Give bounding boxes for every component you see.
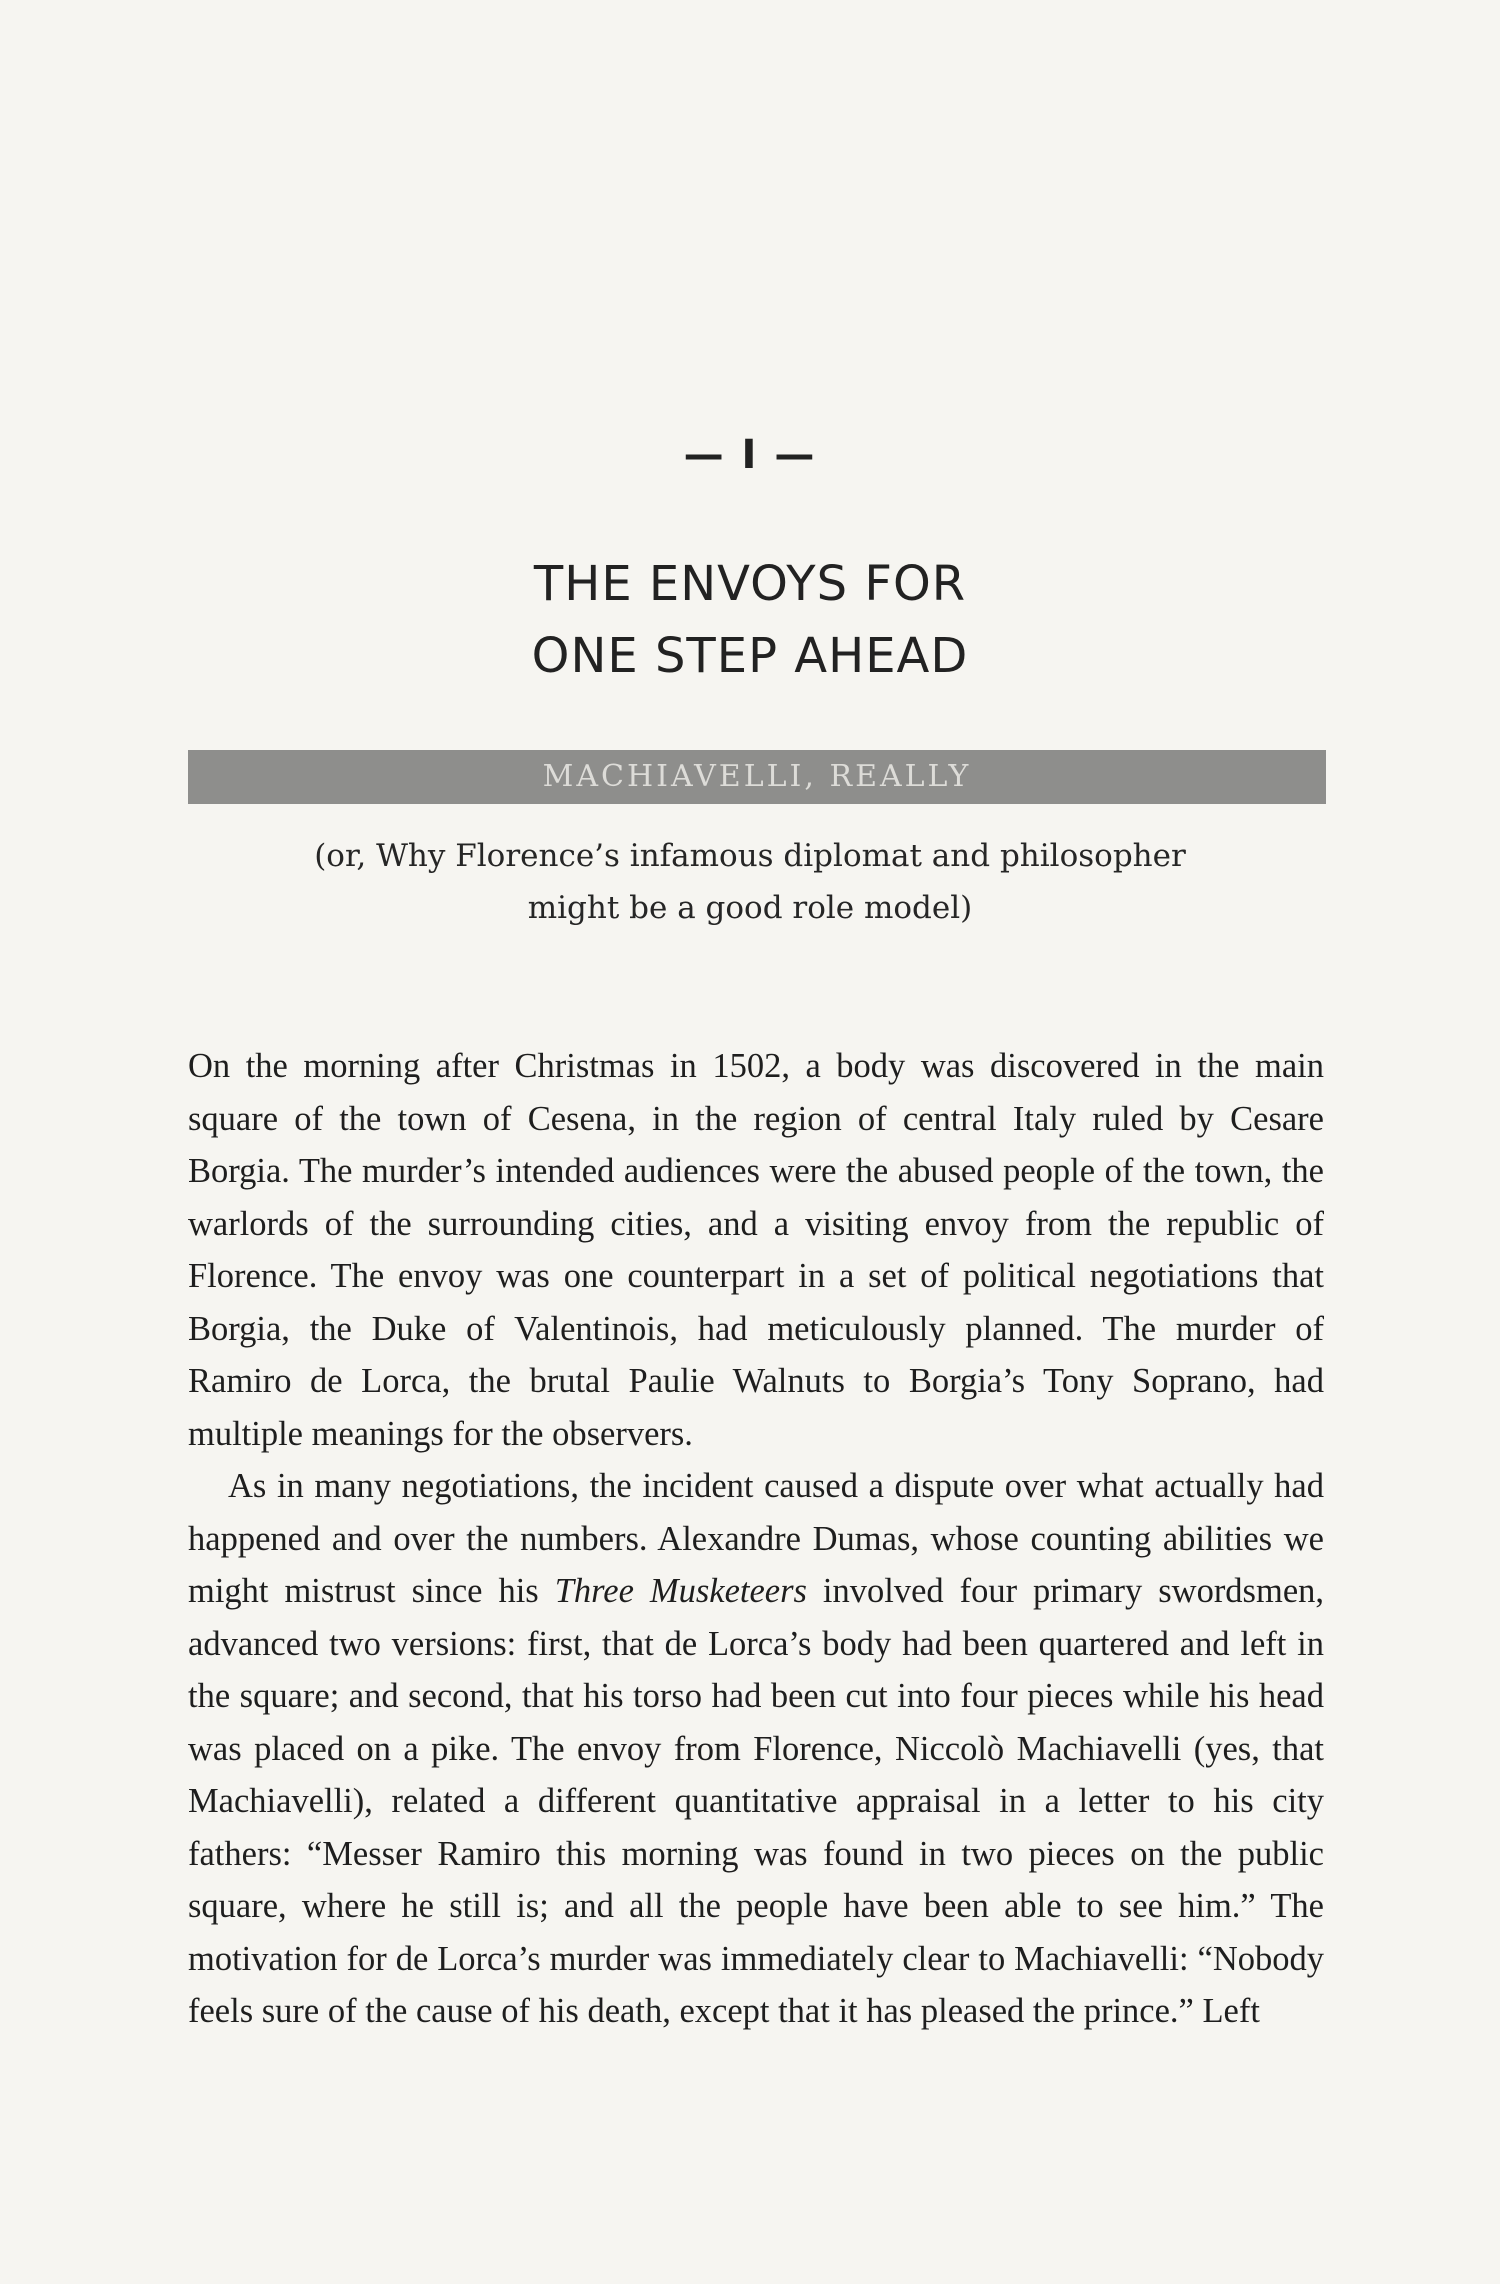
section-heading: MACHIAVELLI, REALLY (542, 759, 972, 794)
body-text (188, 1040, 1324, 2038)
book-title-italic: Three Musketeers (554, 1572, 807, 1610)
section-subtitle (0, 830, 1500, 934)
paragraph-2 (188, 1460, 1324, 2038)
chapter-number: — I — (683, 432, 817, 478)
chapter-title-line-1: THE ENVOYS FOR (533, 556, 967, 612)
chapter-title-line-2: ONE STEP AHEAD (531, 628, 969, 684)
section-heading-bar (188, 750, 1326, 804)
paragraph-1: On the morning after Christmas in 1502, a body was discovered in the main square of the town of Cesena, in the region of central Italy ruled by Cesare Borgia. The murder’s intended audiences were the abused people of the town, the warlords of the surrounding cities, and a visiting envoy from the republic of Florence. The envoy was one counterpart in a set of political negotiations that Borgia, the Duke of Valentinois, had meticulously planned. The murder of Ramiro de Lorca, the brutal Paulie Walnuts to Borgia’s Tony Soprano, had multiple meanings for the observers. (188, 1047, 1324, 1453)
chapter-title (0, 548, 1500, 692)
paragraph-2-part-2: involved four primary swordsmen, advanced two versions: first, that de Lorca’s body had been quartered and left in the square; and second, that his torso had been cut into four pieces while his head was placed on a pike. The envoy from Florence, Niccolò Machiavelli (yes, that Machiavelli), related a different quantitative appraisal in a letter to his city fathers: “Messer Ramiro this morning was found in two pieces on the public square, where he still is; and all the people have been able to see him.” The motivation for de Lorca’s murder was immediately clear to Machiavelli: “Nobody feels sure of the cause of his death, except that it has pleased the prince.” Left (188, 1572, 1325, 2030)
section-subtitle-line-1: (or, Why Florence’s infamous diplomat and philosopher (314, 838, 1186, 874)
paragraph-2-part-1: As in many negotiations, the incident caused a dispute over what actually had happened and over the numbers. Alexandre Dumas, whose counting abilities we might mistrust since his (188, 1467, 1324, 1610)
section-subtitle-line-2: might be a good role model) (527, 890, 973, 926)
